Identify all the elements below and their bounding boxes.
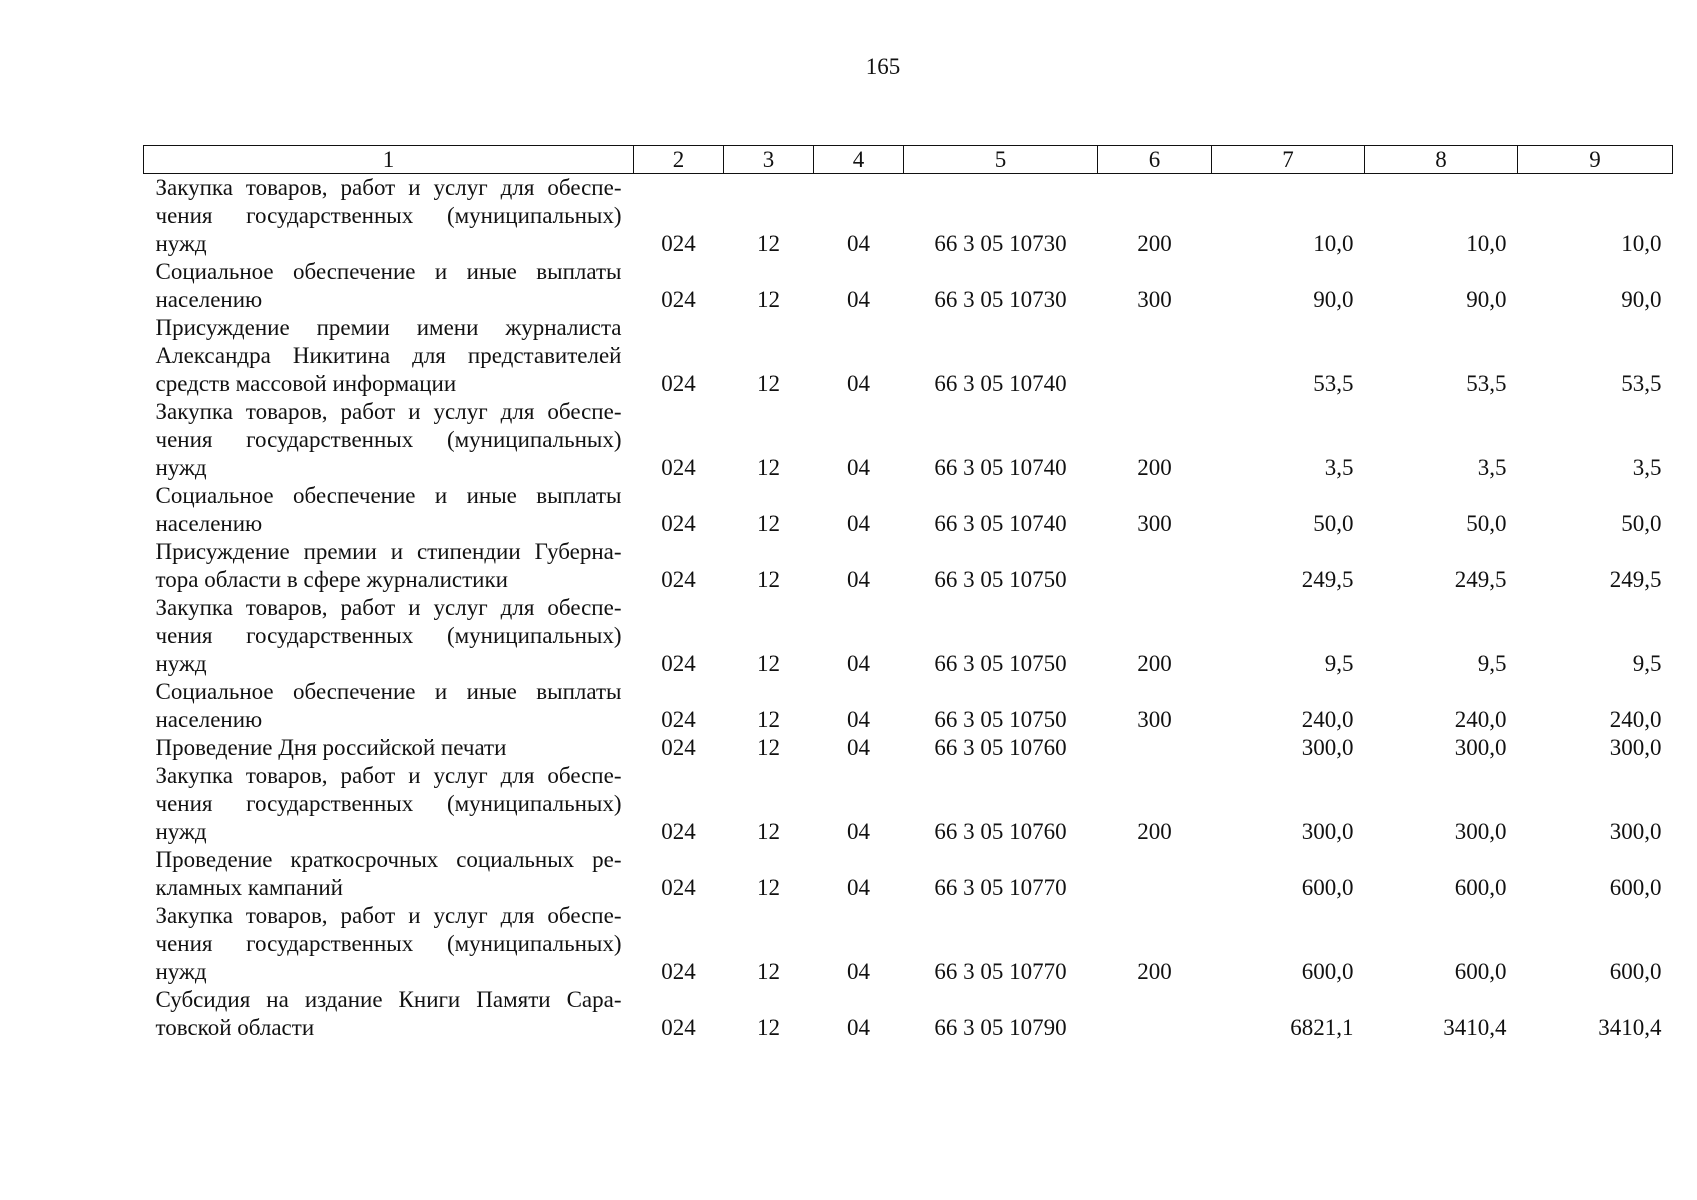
code-subsection: 04 — [847, 511, 870, 536]
code-gr: 024 — [661, 287, 696, 312]
code-target: 66 3 05 10730 — [934, 231, 1067, 256]
amount-col7: 600,0 — [1301, 875, 1354, 900]
table-row — [144, 174, 1673, 259]
code-expense-type: 200 — [1137, 819, 1172, 844]
code-gr: 024 — [661, 455, 696, 480]
table-row — [144, 398, 1673, 482]
code-subsection: 04 — [847, 959, 870, 984]
amount-col8: 249,5 — [1454, 567, 1507, 592]
code-expense-type — [1098, 986, 1212, 1042]
amount-col9: 240,0 — [1609, 707, 1662, 732]
table-row — [144, 734, 1673, 762]
item-name: Закупка товаров, работ и услуг для обеспе-чения государственных (муниципальных) нужд — [155, 399, 622, 480]
amount-col7: 600,0 — [1301, 959, 1354, 984]
amount-col9: 300,0 — [1609, 819, 1662, 844]
header-cell: 6 — [1098, 146, 1212, 174]
code-target: 66 3 05 10750 — [934, 707, 1067, 732]
code-subsection: 04 — [847, 287, 870, 312]
code-gr: 024 — [661, 1015, 696, 1040]
table-row — [144, 902, 1673, 986]
code-subsection: 04 — [847, 707, 870, 732]
amount-col8: 300,0 — [1454, 735, 1507, 760]
code-section: 12 — [757, 371, 780, 396]
amount-col9: 600,0 — [1609, 959, 1662, 984]
item-name: Закупка товаров, работ и услуг для обеспе-чения государственных (муниципальных) нужд — [155, 903, 622, 984]
table-row — [144, 986, 1673, 1042]
table-row — [144, 314, 1673, 398]
code-section: 12 — [757, 455, 780, 480]
item-name: Проведение краткосрочных социальных ре-кламных кампаний — [155, 847, 622, 900]
amount-col7: 9,5 — [1324, 651, 1354, 676]
amount-col9: 53,5 — [1621, 371, 1662, 396]
amount-col9: 600,0 — [1609, 875, 1662, 900]
item-name: Закупка товаров, работ и услуг для обеспе-чения государственных (муниципальных) нужд — [155, 175, 622, 256]
code-subsection: 04 — [847, 455, 870, 480]
code-section: 12 — [757, 651, 780, 676]
item-name: Закупка товаров, работ и услуг для обеспе-чения государственных (муниципальных) нужд — [155, 595, 622, 676]
code-section: 12 — [757, 875, 780, 900]
amount-col8: 300,0 — [1454, 819, 1507, 844]
item-name: Закупка товаров, работ и услуг для обеспе-чения государственных (муниципальных) нужд — [155, 763, 622, 844]
amount-col8: 10,0 — [1466, 231, 1507, 256]
amount-col7: 249,5 — [1301, 567, 1354, 592]
code-gr: 024 — [661, 567, 696, 592]
code-subsection: 04 — [847, 231, 870, 256]
code-subsection: 04 — [847, 651, 870, 676]
code-target: 66 3 05 10770 — [934, 959, 1067, 984]
header-cell: 7 — [1212, 146, 1365, 174]
code-gr: 024 — [661, 959, 696, 984]
code-expense-type — [1098, 538, 1212, 594]
code-subsection: 04 — [847, 875, 870, 900]
code-subsection: 04 — [847, 567, 870, 592]
code-expense-type: 200 — [1137, 959, 1172, 984]
code-subsection: 04 — [847, 735, 870, 760]
code-target: 66 3 05 10760 — [934, 819, 1067, 844]
header-cell: 9 — [1518, 146, 1673, 174]
code-target: 66 3 05 10740 — [934, 455, 1067, 480]
code-target: 66 3 05 10740 — [934, 511, 1067, 536]
code-expense-type: 300 — [1137, 707, 1172, 732]
item-name: Проведение Дня российской печати — [155, 735, 507, 760]
code-target: 66 3 05 10760 — [934, 735, 1067, 760]
code-target: 66 3 05 10790 — [934, 1015, 1067, 1040]
table-row — [144, 678, 1673, 734]
header-cell: 2 — [634, 146, 724, 174]
code-subsection: 04 — [847, 371, 870, 396]
code-target: 66 3 05 10740 — [934, 371, 1067, 396]
amount-col9: 3,5 — [1632, 455, 1662, 480]
amount-col9: 3410,4 — [1598, 1015, 1662, 1040]
code-gr: 024 — [661, 735, 696, 760]
code-section: 12 — [757, 287, 780, 312]
header-cell: 8 — [1365, 146, 1518, 174]
item-name: Социальное обеспечение и иные выплаты населению — [155, 483, 622, 536]
table-row — [144, 846, 1673, 902]
amount-col7: 50,0 — [1313, 511, 1354, 536]
budget-table — [143, 145, 1673, 1042]
item-name: Субсидия на издание Книги Памяти Сара-товской области — [155, 987, 622, 1040]
code-expense-type: 200 — [1137, 231, 1172, 256]
amount-col8: 600,0 — [1454, 959, 1507, 984]
header-cell: 5 — [904, 146, 1098, 174]
code-gr: 024 — [661, 511, 696, 536]
code-section: 12 — [757, 567, 780, 592]
code-target: 66 3 05 10730 — [934, 287, 1067, 312]
code-expense-type — [1098, 734, 1212, 762]
table-body — [144, 174, 1673, 1043]
item-name: Присуждение премии имени журналиста Александра Никитина для представителей средств массовой информации — [155, 315, 622, 396]
amount-col7: 3,5 — [1324, 455, 1354, 480]
amount-col9: 300,0 — [1609, 735, 1662, 760]
code-expense-type: 300 — [1137, 511, 1172, 536]
code-section: 12 — [757, 959, 780, 984]
code-expense-type: 200 — [1137, 455, 1172, 480]
table-row — [144, 258, 1673, 314]
amount-col7: 300,0 — [1301, 819, 1354, 844]
item-name: Присуждение премии и стипендии Губерна-тора области в сфере журналистики — [155, 539, 622, 592]
amount-col7: 53,5 — [1313, 371, 1354, 396]
amount-col8: 600,0 — [1454, 875, 1507, 900]
amount-col8: 90,0 — [1466, 287, 1507, 312]
code-gr: 024 — [661, 707, 696, 732]
amount-col9: 249,5 — [1609, 567, 1662, 592]
amount-col9: 90,0 — [1621, 287, 1662, 312]
amount-col7: 300,0 — [1301, 735, 1354, 760]
code-expense-type: 200 — [1137, 651, 1172, 676]
amount-col8: 240,0 — [1454, 707, 1507, 732]
amount-col7: 6821,1 — [1290, 1015, 1354, 1040]
code-gr: 024 — [661, 371, 696, 396]
code-expense-type: 300 — [1137, 287, 1172, 312]
amount-col7: 10,0 — [1313, 231, 1354, 256]
code-section: 12 — [757, 735, 780, 760]
code-gr: 024 — [661, 231, 696, 256]
code-section: 12 — [757, 707, 780, 732]
table-row — [144, 594, 1673, 678]
amount-col8: 3,5 — [1477, 455, 1507, 480]
code-target: 66 3 05 10770 — [934, 875, 1067, 900]
header-cell: 4 — [814, 146, 904, 174]
table-row — [144, 482, 1673, 538]
amount-col8: 3410,4 — [1443, 1015, 1507, 1040]
code-expense-type — [1098, 846, 1212, 902]
code-section: 12 — [757, 819, 780, 844]
header-cell: 1 — [144, 146, 634, 174]
table-row — [144, 762, 1673, 846]
code-target: 66 3 05 10750 — [934, 651, 1067, 676]
code-subsection: 04 — [847, 819, 870, 844]
amount-col7: 240,0 — [1301, 707, 1354, 732]
item-name: Социальное обеспечение и иные выплаты населению — [155, 679, 622, 732]
code-subsection: 04 — [847, 1015, 870, 1040]
amount-col9: 9,5 — [1632, 651, 1662, 676]
code-section: 12 — [757, 511, 780, 536]
code-gr: 024 — [661, 819, 696, 844]
header-cell: 3 — [724, 146, 814, 174]
amount-col8: 9,5 — [1477, 651, 1507, 676]
code-gr: 024 — [661, 651, 696, 676]
amount-col9: 50,0 — [1621, 511, 1662, 536]
code-section: 12 — [757, 1015, 780, 1040]
table-row — [144, 538, 1673, 594]
amount-col7: 90,0 — [1313, 287, 1354, 312]
code-gr: 024 — [661, 875, 696, 900]
page-number: 165 — [865, 54, 901, 79]
item-name: Социальное обеспечение и иные выплаты населению — [155, 259, 622, 312]
code-expense-type — [1098, 314, 1212, 398]
amount-col8: 50,0 — [1466, 511, 1507, 536]
amount-col8: 53,5 — [1466, 371, 1507, 396]
amount-col9: 10,0 — [1621, 231, 1662, 256]
code-section: 12 — [757, 231, 780, 256]
header-row — [144, 146, 1673, 174]
code-target: 66 3 05 10750 — [934, 567, 1067, 592]
